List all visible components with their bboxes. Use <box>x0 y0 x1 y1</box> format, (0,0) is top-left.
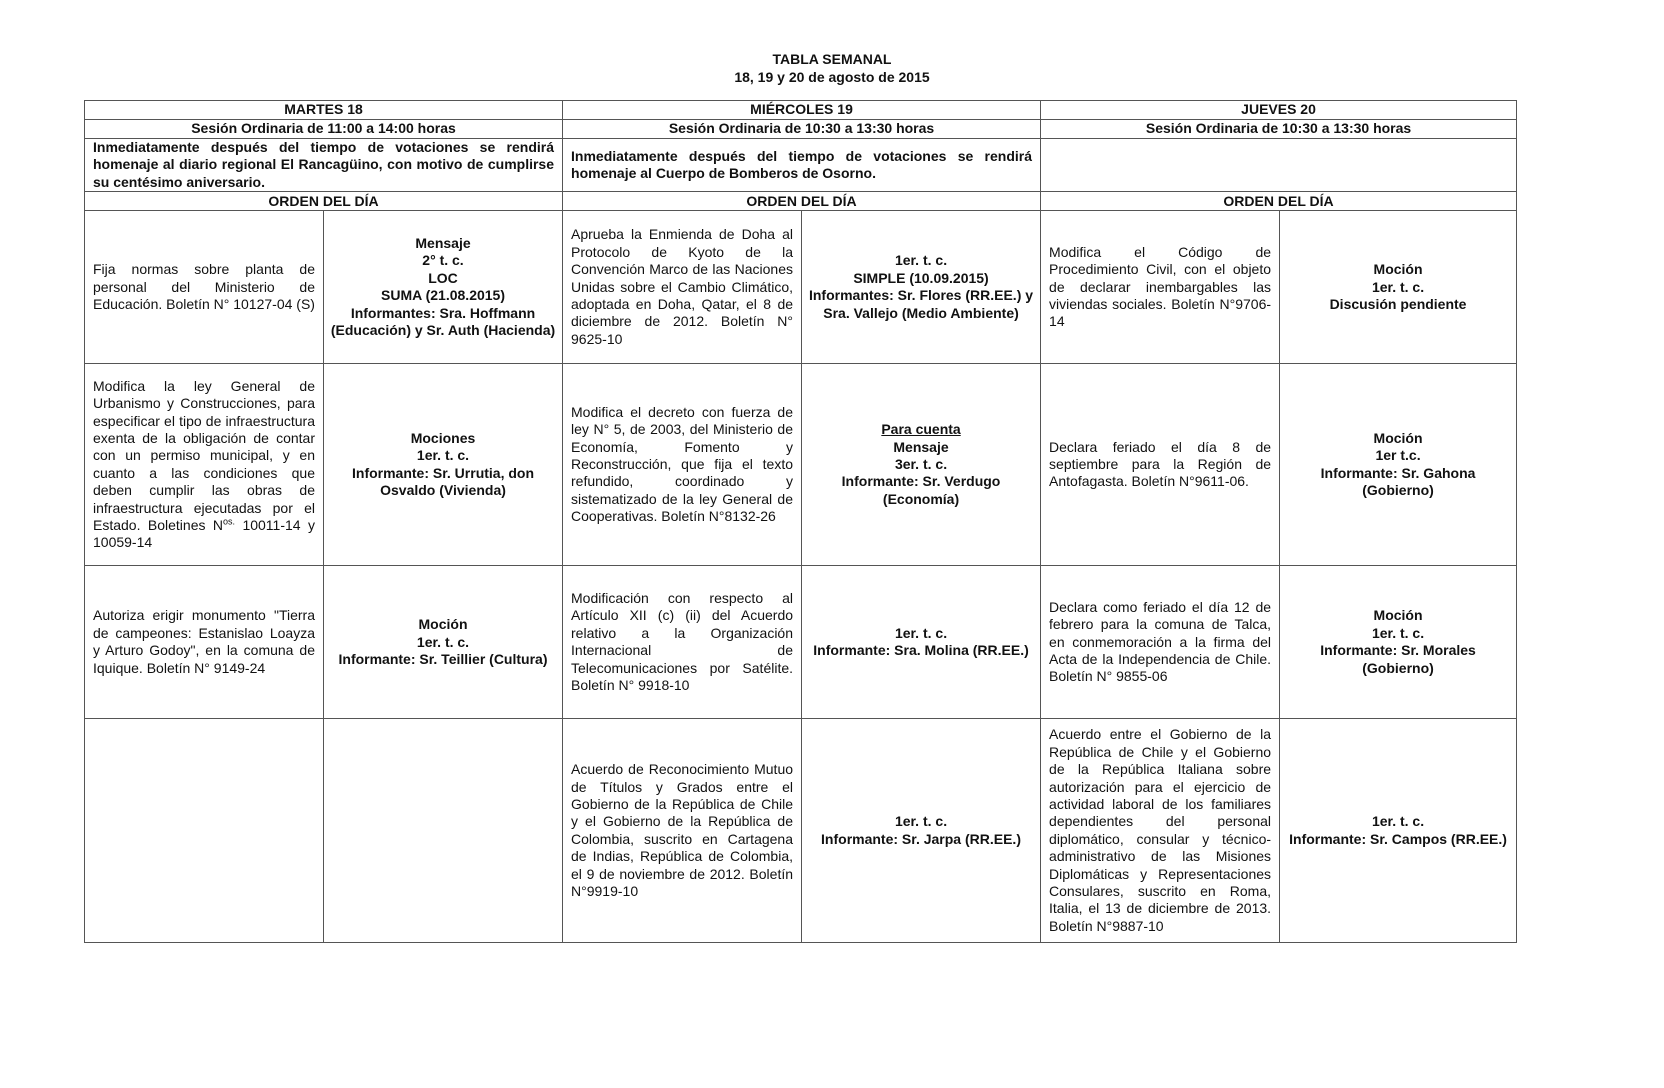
weekly-schedule-table <box>84 100 1517 943</box>
info-line: Informante: Sr. Gahona (Gobierno) <box>1320 464 1476 499</box>
session-jueves: Sesión Ordinaria de 10:30 a 13:30 horas <box>1041 120 1517 139</box>
info-line: 1er. t. c. <box>1371 813 1425 830</box>
info-line: Moción <box>418 616 468 633</box>
info-line: 1er. t. c. <box>894 252 948 269</box>
info-line: SUMA (21.08.2015) <box>381 287 505 304</box>
info-line: 3er. t. c. <box>894 456 948 473</box>
item-description: Fija normas sobre planta de personal del Ministerio de Educación. Boletín N° 10127-04 (S) <box>85 211 324 364</box>
note-miercoles: Inmediatamente después del tiempo de votaciones se rendirá homenaje al Cuerpo de Bomberos de Osorno. <box>563 139 1041 192</box>
info-line: Informante: Sr. Urrutia, don Osvaldo (Vivienda) <box>352 464 535 499</box>
item-info <box>802 364 1041 566</box>
item-description: Modifica el decreto con fuerza de ley N° 5, de 2003, del Ministerio de Economía, Fomento y Reconstrucción, que fija el texto refundido, coordinado y sistematizado de la ley General de Cooperativas. Boletín N°8132-26 <box>563 364 802 566</box>
note-row <box>85 139 1517 192</box>
info-line: Moción <box>1373 261 1423 278</box>
item-description: Declara feriado el día 8 de septiembre para la Región de Antofagasta. Boletín N°9611-06. <box>1041 364 1280 566</box>
description-superscript: os. <box>223 516 236 527</box>
day-header-row <box>85 101 1517 120</box>
info-line: Informante: Sr. Teillier (Cultura) <box>338 650 548 667</box>
info-line: 1er. t. c. <box>894 813 948 830</box>
info-line: Moción <box>1373 607 1423 624</box>
info-line: LOC <box>428 269 458 286</box>
info-line: Informantes: Sra. Hoffmann (Educación) y Sr. Auth (Hacienda) <box>330 304 556 339</box>
info-line: 1er t.c. <box>1375 447 1421 464</box>
item-description: Modificación con respecto al Artículo XII (c) (ii) del Acuerdo relativo a la Organización Internacional de Telecomunicaciones por Satélite. Boletín N° 9918-10 <box>563 566 802 719</box>
item-info <box>1280 211 1517 364</box>
item-description: Acuerdo de Reconocimiento Mutuo de Títulos y Grados entre el Gobierno de la República de Chile y el Gobierno de la República de Colombia, suscrito en Cartagena de Indias, República de Colombia, el 9 de noviembre de 2012. Boletín N°9919-10 <box>563 719 802 943</box>
table-row <box>85 211 1517 364</box>
info-line: Mociones <box>410 429 476 446</box>
info-line: Informante: Sr. Jarpa (RR.EE.) <box>821 830 1021 847</box>
orden-martes: ORDEN DEL DÍA <box>85 192 563 211</box>
document-title: TABLA SEMANAL <box>772 51 892 67</box>
item-description: Acuerdo entre el Gobierno de la República de Chile y el Gobierno de la República Italiana sobre autorización para el ejercicio de actividad laboral de los familiares dependientes del personal diplomático, consular y técnico-administrativo de las Misiones Diplomáticas y Representaciones Consulares, suscrito en Roma, Italia, el 13 de diciembre de 2013. Boletín N°9887-10 <box>1041 719 1280 943</box>
item-description: Autoriza erigir monumento "Tierra de campeones: Estanislao Loayza y Arturo Godoy", en la comuna de Iquique. Boletín N° 9149-24 <box>85 566 324 719</box>
info-line: Moción <box>1373 429 1423 446</box>
description-text-end: 10011-14 y 10059-14 <box>93 516 315 551</box>
item-description <box>85 364 324 566</box>
orden-miercoles: ORDEN DEL DÍA <box>563 192 1041 211</box>
table-row <box>85 719 1517 943</box>
session-martes: Sesión Ordinaria de 11:00 a 14:00 horas <box>85 120 563 139</box>
info-line: 1er. t. c. <box>894 624 948 641</box>
day-header-martes: MARTES 18 <box>85 101 563 120</box>
info-line: Informantes: Sr. Flores (RR.EE.) y Sra. Vallejo (Medio Ambiente) <box>808 287 1034 321</box>
info-line: Informante: Sr. Morales (Gobierno) <box>1320 642 1476 676</box>
note-martes: Inmediatamente después del tiempo de votaciones se rendirá homenaje al diario regional El Rancagüino, con motivo de cumplirse su centésimo aniversario. <box>85 139 563 192</box>
orden-jueves: ORDEN DEL DÍA <box>1041 192 1517 211</box>
item-info <box>1280 566 1517 719</box>
info-line: Informante: Sr. Campos (RR.EE.) <box>1289 830 1507 847</box>
table-row <box>85 364 1517 566</box>
item-info <box>1280 364 1517 566</box>
session-miercoles: Sesión Ordinaria de 10:30 a 13:30 horas <box>563 120 1041 139</box>
info-line: Informante: Sr. Verdugo (Economía) <box>841 473 1001 507</box>
item-info-empty <box>324 719 563 943</box>
info-line: 2° t. c. <box>422 252 464 269</box>
description-text: Modifica la ley General de Urbanismo y Construcciones, para especificar el tipo de infraestructura exenta de la obligación de contar con un permiso municipal, y en cuanto a las condiciones que deben cumplir las obras de infraestructura ejecutadas por el Estado. Boletines N <box>93 377 315 533</box>
item-info <box>324 364 563 566</box>
info-line: Informante: Sra. Molina (RR.EE.) <box>813 642 1029 659</box>
info-line: Mensaje <box>415 235 471 251</box>
info-line: Mensaje <box>893 438 949 455</box>
day-header-miercoles: MIÉRCOLES 19 <box>563 101 1041 120</box>
item-info <box>802 566 1041 719</box>
item-info <box>324 566 563 719</box>
item-description-empty <box>85 719 324 943</box>
item-description: Modifica el Código de Procedimiento Civil, con el objeto de declarar inembargables las viviendas sociales. Boletín N°9706-14 <box>1041 211 1280 364</box>
orden-row <box>85 192 1517 211</box>
info-line: 1er. t. c. <box>1371 624 1425 641</box>
info-line: SIMPLE (10.09.2015) <box>853 269 989 286</box>
item-info <box>324 211 563 364</box>
item-description: Declara como feriado el día 12 de febrero para la comuna de Talca, en conmemoración a la firma del Acta de la Independencia de Chile. Boletín N° 9855-06 <box>1041 566 1280 719</box>
item-info <box>802 719 1041 943</box>
para-cuenta-label: Para cuenta <box>881 421 961 438</box>
item-info <box>802 211 1041 364</box>
item-description: Aprueba la Enmienda de Doha al Protocolo de Kyoto de la Convención Marco de las Naciones Unidas sobre el Cambio Climático, adoptada en Doha, Qatar, el 8 de diciembre de 2012. Boletín N° 9625-10 <box>563 211 802 364</box>
item-info <box>1280 719 1517 943</box>
info-line: Discusión pendiente <box>1329 295 1467 312</box>
table-row <box>85 566 1517 719</box>
note-jueves <box>1041 139 1517 192</box>
info-line: 1er. t. c. <box>1371 278 1425 295</box>
day-header-jueves: JUEVES 20 <box>1041 101 1517 120</box>
info-line: 1er. t. c. <box>416 633 470 650</box>
session-row <box>85 120 1517 139</box>
document-subtitle: 18, 19 y 20 de agosto de 2015 <box>734 69 930 85</box>
info-line: 1er. t. c. <box>416 447 470 464</box>
